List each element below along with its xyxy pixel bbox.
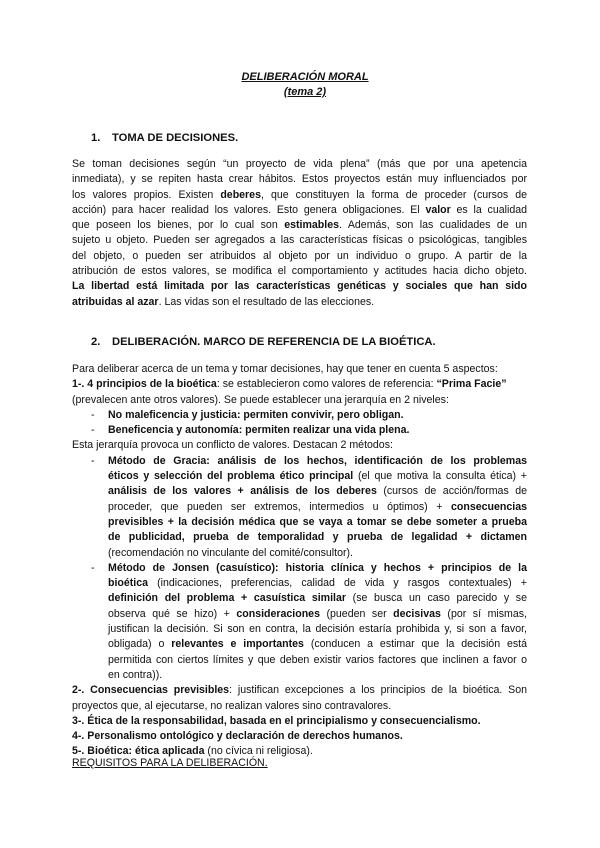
- section2-body: [72, 362, 527, 760]
- level-item: - Beneficencia y autonomía: permiten realizar una vida plena.: [91, 424, 410, 437]
- s2-intro: Para deliberar acerca de un tema y tomar decisiones, hay que tener en cuenta 5 aspectos:: [72, 363, 498, 375]
- section1-number: 1.: [91, 132, 101, 144]
- section1-heading: [91, 131, 238, 145]
- gracia-line: (recomendación no vinculante del comité/consultor).: [108, 546, 353, 559]
- s1-line: atribución de estos valores, se modifica el comportamiento y actitudes hacia dicho objeto.: [72, 265, 527, 278]
- s2-point-1: 1-. 4 principios de la bioética: se establecieron como valores de referencia: “Prima Facie”: [72, 378, 507, 391]
- section1-body: [72, 157, 527, 310]
- s1-line: acción) para hacer realidad los valores. Esto genera obligaciones. El valor es la cualidad: [72, 203, 528, 216]
- gracia-line: de publicidad, prueba de temporalidad y prueba de legalidad + dictamen: [108, 531, 527, 544]
- gracia-line: - Método de Gracia: análisis de los hechos, identificación de los problemas: [91, 454, 527, 467]
- jonsen-line: - Método de Jonsen (casuístico): historia clínica y hechos + principios de la: [91, 561, 527, 574]
- s1-line: atribuidas al azar. Las vidas son el resultado de las elecciones.: [72, 295, 375, 308]
- s1-line: La libertad está limitada por las características genéticas y sociales que han sido: [72, 280, 527, 293]
- s2-point-3: 3-. Ética de la responsabilidad, basada en el principialismo y consecuencialismo.: [72, 714, 481, 727]
- section2-title: DELIBERACIÓN. MARCO DE REFERENCIA DE LA BIOÉTICA.: [112, 336, 436, 348]
- section2-number: 2.: [91, 336, 101, 348]
- level-item: - No maleficencia y justicia: permiten convivir, pero obligan.: [91, 408, 404, 421]
- jonsen-line: definición del problema + casuística similar (se busca un caso parecido y se: [108, 592, 527, 605]
- section1-title: TOMA DE DECISIONES.: [112, 132, 239, 144]
- s2-point-1-cont: (prevalecen ante otros valores). Se puede establecer una jerarquía en 2 niveles:: [72, 393, 449, 406]
- document-title: [0, 70, 600, 100]
- s2-conflict: Esta jerarquía provoca un conflicto de valores. Destacan 2 métodos:: [72, 439, 393, 452]
- s1-line: Se toman decisiones según “un proyecto de vida plena” (más que por una apetencia: [72, 158, 527, 170]
- s1-line: los valores propios. Existen deberes, que constituyen la forma de proceder (cursos de: [72, 188, 527, 201]
- jonsen-line: obligada) o relevantes e importantes (conducen a estimar que la decisión está: [108, 638, 527, 651]
- gracia-line: éticos y selección del problema ético principal (el que motiva la consulta ética) +: [108, 470, 527, 483]
- gracia-line: previsibles + la decisión médica que se vaya a tomar se debe someter a prueba: [108, 515, 527, 528]
- s1-line: que poseen los bienes, por lo cual son estimables. Además, son las cualidades de un: [72, 219, 527, 232]
- jonsen-line: en contra)).: [108, 668, 163, 681]
- gracia-line: proceder, que pueden ser extremos, intermedios u óptimos) + consecuencias: [108, 500, 527, 513]
- requisitos-heading: REQUISITOS PARA LA DELIBERACIÓN.: [72, 757, 268, 769]
- s2-point-2: 2-. Consecuencias previsibles: justifican excepciones a los principios de la bioética. Son: [72, 684, 528, 697]
- jonsen-line: justifican la decisión. Si son en contra, la decisión estaría prohibida y, si son a favor,: [108, 623, 527, 636]
- s2-point-5: 5-. Bioética: ética aplicada (no cívica ni religiosa).: [72, 745, 313, 758]
- s2-point-2-cont: proyectos que, al ejecutarse, no realizan valores sino contravalores.: [72, 699, 392, 712]
- s1-line: del objeto, o pueden ser atribuidos al objeto por un individuo o grupo. A partir de la: [72, 249, 527, 262]
- s1-line: sujeto u objeto. Pueden ser agregados a las características físicas o psicológicas, tangibles: [72, 234, 527, 247]
- jonsen-line: bioética (indicaciones, preferencias, calidad de vida y rasgos contextuales) +: [108, 577, 527, 590]
- jonsen-line: permitida con ciertos límites y que deben existir varios factores que inclinen a favor o: [108, 653, 527, 666]
- gracia-line: análisis de los valores + análisis de los deberes (cursos de acción/formas de: [108, 485, 528, 498]
- s2-point-4: 4-. Personalismo ontológico y declaración de derechos humanos.: [72, 730, 403, 743]
- title-main: DELIBERACIÓN MORAL: [241, 71, 369, 83]
- s1-line: inmediata), y se repiten hasta crear hábitos. Estos proyectos están muy influenciados por: [72, 173, 527, 186]
- section2-heading: [91, 335, 436, 349]
- jonsen-line: observa qué se hizo) + consideraciones (pueden ser decisivas (por sí mismas,: [108, 607, 527, 620]
- title-subtitle: (tema 2): [283, 86, 327, 98]
